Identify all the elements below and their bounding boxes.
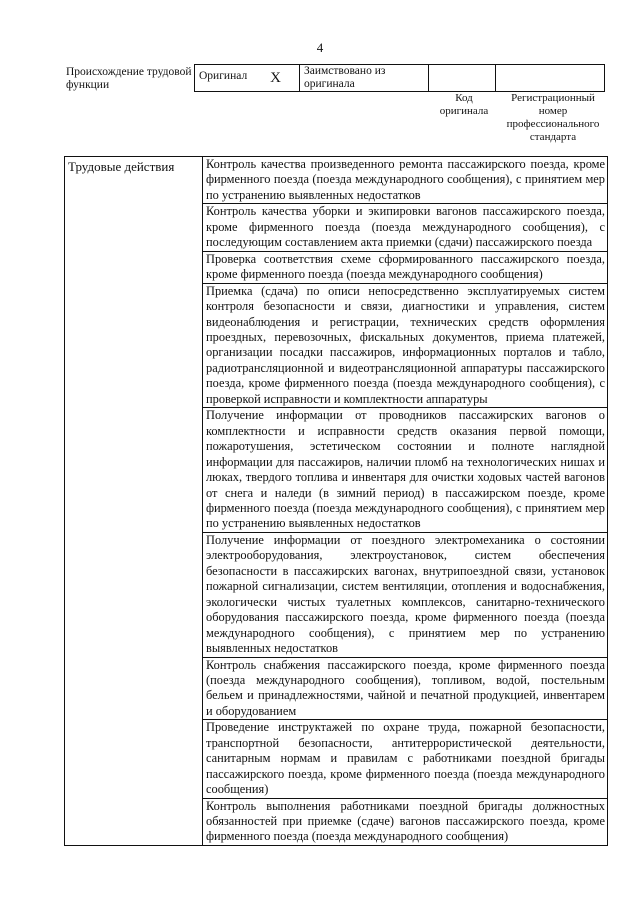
code-cell [429, 65, 496, 92]
labor-action-item: Получение информации от проводников пассажирских вагонов о комплектности и исправности средств оказания первой помощи, пожаротушения, эстетическом состоянии и полноте наглядной информации для пассажиров, наличии пломб на технологических нишах и люках, твердого топлива и инвентаря для очистки ходовых частей вагонов от снега и наледи (в зимний период) в пассажирском поезде, кроме фирменного поезда (поезда международного сообщения), с принятием мер по устранению выявленных недостатков [203, 408, 608, 533]
labor-action-item: Контроль снабжения пассажирского поезда, кроме фирменного поезда (поезда международного сообщения), топливом, водой, постельным бельем и принадлежностями, чайной и печатной продукцией, инвентарем и оборудованием [203, 657, 608, 720]
labor-action-item: Контроль качества произведенного ремонта пассажирского поезда, кроме фирменного поезда (поезда международного сообщения), с принятием мер по устранению выявленных недостатков [203, 157, 608, 204]
origin-table [194, 64, 605, 92]
labor-action-item: Приемка (сдача) по описи непосредственно эксплуатируемых систем контроля безопасности и связи, диагностики и управления, систем видеонаблюдения и регистрации, технических средств оформления проездных, перевозочных, фискальных документов, приема платежей, организации посадки пассажиров, информационных порталов и табло, радиотрансляционной и видеотрансляционной аппаратуры пассажирского поезда, кроме фирменного поезда (поезда международного сообщения), с проверкой исправности и комплектности аппаратуры [203, 283, 608, 408]
page-number: 4 [316, 40, 324, 55]
labor-actions-table [64, 156, 608, 846]
labor-action-item: Проведение инструктажей по охране труда, пожарной безопасности, транспортной безопасности, антитеррористической деятельности, санитарным нормам и правилам с работниками поездной бригады пассажирского поезда, кроме фирменного поезда (поезда международного сообщения) [203, 720, 608, 798]
original-label: Оригинал [199, 69, 248, 82]
original-cell [195, 65, 300, 92]
reg-caption: Регистрационный номер профессионального стандарта [506, 92, 600, 143]
original-mark: X [270, 69, 281, 86]
borrowed-cell: Заимствовано из оригинала [300, 65, 429, 92]
origin-label: Происхождение трудовой функции [66, 66, 192, 91]
labor-action-item: Контроль качества уборки и экипировки вагонов пассажирского поезда, кроме фирменного поезда (поезда международного сообщения), с последующим составлением акта приемки (сдачи) пассажирского поезда [203, 204, 608, 251]
labor-action-item: Контроль выполнения работниками поездной бригады должностных обязанностей при приемке (сдаче) вагонов пассажирского поезда, кроме фирменного поезда (поезда международного сообщения) [203, 798, 608, 845]
reg-number-cell [496, 65, 605, 92]
labor-action-item: Получение информации от поездного электромеханика о состоянии электрооборудования, электроустановок, систем обеспечения безопасности в пассажирских вагонах, внутрипоездной связи, установок пожарной сигнализации, систем вентиляции, отопления и водоснабжения, экологически чистых туалетных комплексов, санитарно-технического оборудования пассажирского поезда, кроме фирменного поезда (поезда международного сообщения), с принятием мер по устранению выявленных недостатков [203, 532, 608, 657]
labor-actions-label: Трудовые действия [65, 157, 203, 846]
code-caption: Код оригинала [439, 92, 489, 117]
labor-action-item: Проверка соответствия схеме сформированного пассажирского поезда, кроме фирменного поезда (поезда международного сообщения) [203, 251, 608, 283]
